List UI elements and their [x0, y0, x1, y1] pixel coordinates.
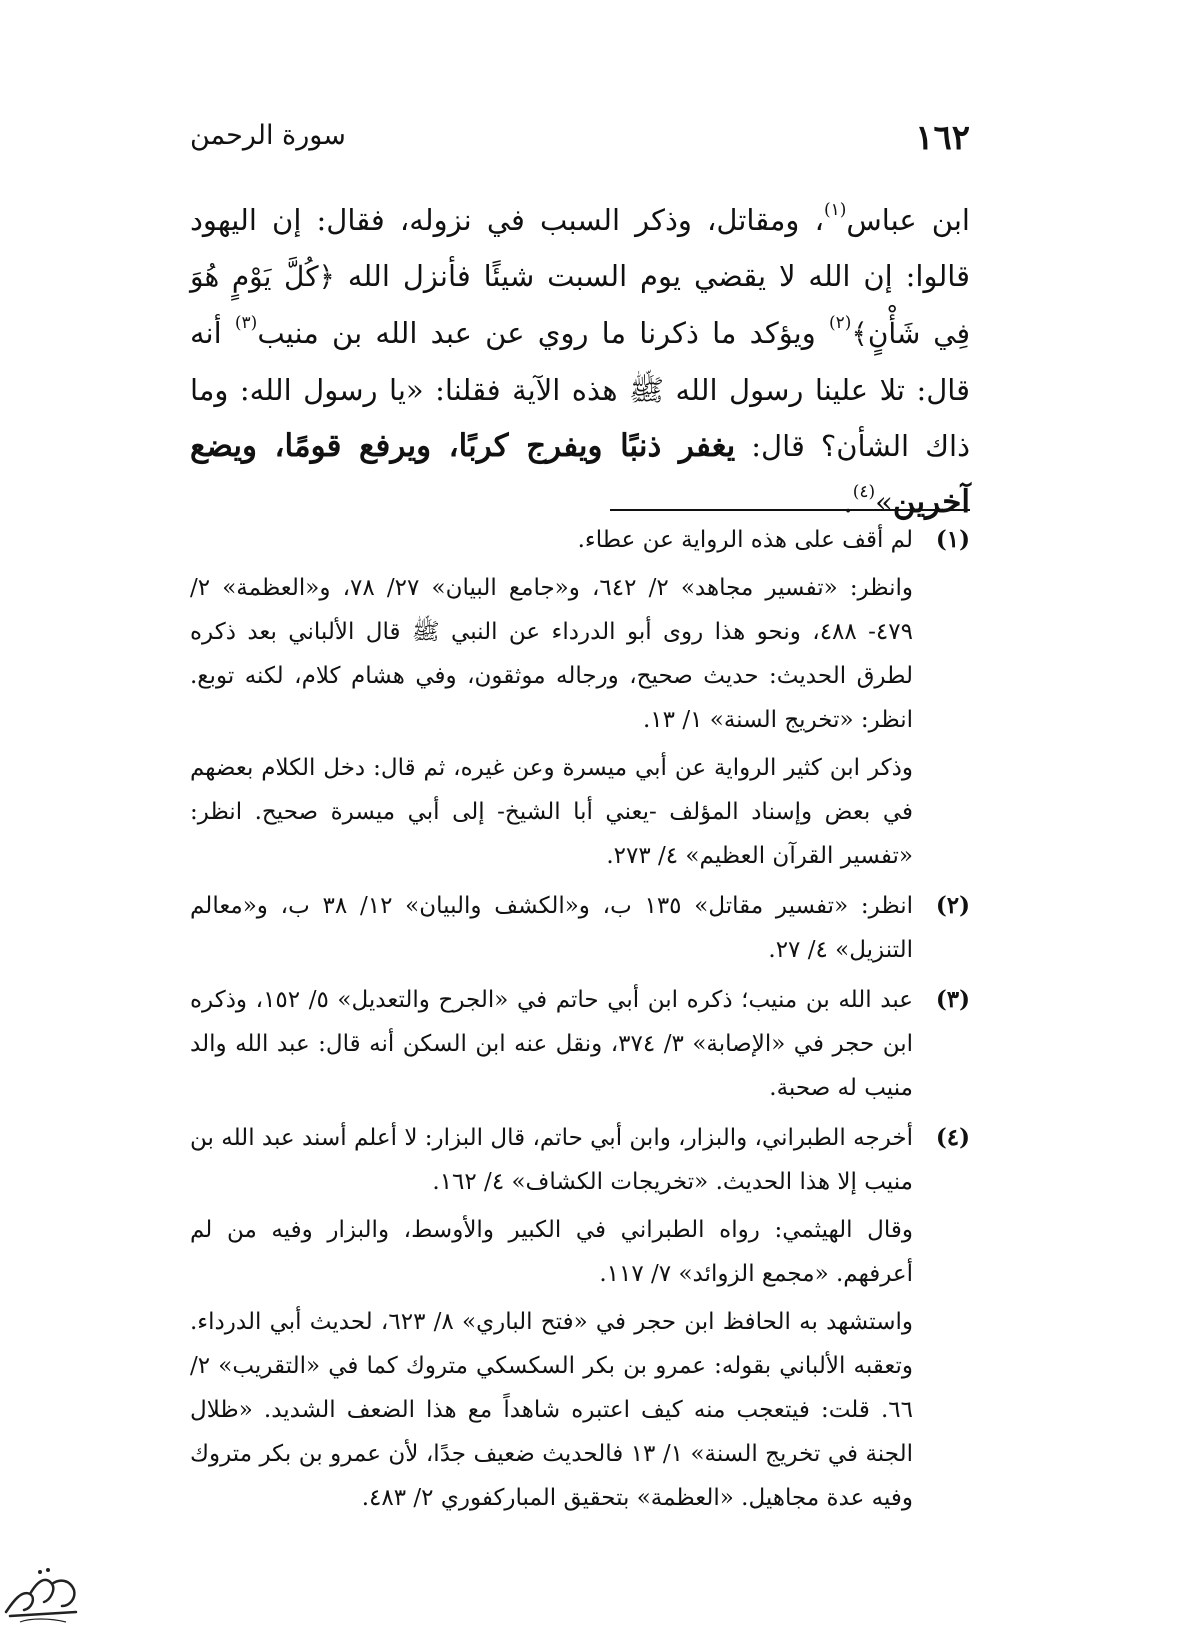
- footnotes-section: [190, 518, 970, 1520]
- footnote-ref-1[interactable]: (١): [823, 200, 847, 221]
- footnote-number: (٣): [935, 986, 970, 1013]
- page-number: ١٦٢: [915, 118, 970, 158]
- footnote-4: [190, 1116, 970, 1520]
- footnote-1: [190, 518, 970, 878]
- body-segment: ويؤكد ما ذكرنا ما روي عن عبد الله بن منيب: [257, 316, 829, 350]
- footnote-ref-3[interactable]: (٣): [234, 313, 258, 334]
- footnote-ref-4[interactable]: (٤): [852, 482, 876, 503]
- main-paragraph: [190, 192, 970, 530]
- running-title: سورة الرحمن: [190, 120, 346, 151]
- footnote-paragraph: وقال الهيثمي: رواه الطبراني في الكبير والأوسط، والبزار وفيه من لم أعرفهم. «مجمع الزوائد» ٧/ ١١٧.: [190, 1217, 913, 1287]
- footnote-separator: [610, 509, 970, 511]
- footnote-paragraph: عبد الله بن منيب؛ ذكره ابن أبي حاتم في «الجرح والتعديل» ٥/ ١٥٢، وذكره ابن حجر في «الإصابة» ٣/ ٣٧٤، ونقل عنه ابن السكن أنه قال: عبد الله والد منيب له صحبة.: [190, 987, 914, 1101]
- footnote-paragraph: أخرجه الطبراني، والبزار، وابن أبي حاتم، قال البزار: لا أعلم أسند عبد الله بن منيب إلا هذا الحديث. «تخريجات الكشاف» ٤/ ١٦٢.: [190, 1125, 913, 1195]
- body-segment: أنه قال: تلا علينا رسول الله ﷺ هذه الآية فقلنا: «يا رسول الله: وما ذاك الشأن؟ قال:: [190, 316, 970, 463]
- footnote-number: (٢): [935, 892, 970, 919]
- footnote-paragraph: انظر: «تفسير مقاتل» ١٣٥ ب، و«الكشف والبيان» ١٢/ ٣٨ ب، و«معالم التنزيل» ٤/ ٢٧.: [190, 893, 913, 963]
- footnote-paragraph: وذكر ابن كثير الرواية عن أبي ميسرة وعن غيره، ثم قال: دخل الكلام بعضهم في بعض وإسناد المؤلف -يعني أبا الشيخ- إلى أبي ميسرة صحيح. انظر: «تفسير القرآن العظيم» ٤/ ٢٧٣.: [190, 755, 913, 869]
- body-segment: ، ومقاتل، وذكر السبب في نزوله، فقال: إن اليهود قالوا: إن الله لا يقضي يوم السبت شيئًا فأنزل الله: [190, 203, 970, 293]
- quran-verse: ﴿كُلَّ يَوْمٍ هُوَ فِي شَأْنٍ﴾: [190, 260, 970, 350]
- footnote-paragraph: لم أقف على هذه الرواية عن عطاء.: [577, 527, 913, 553]
- footnote-paragraph: واستشهد به الحافظ ابن حجر في «فتح الباري» ٨/ ٦٢٣، لحديث أبي الدرداء. وتعقبه الألباني بقوله: عمرو بن بكر السكسكي متروك كما في «التقريب» ٢/ ٦٦. قلت: فيتعجب منه كيف اعتبره شاهداً مع هذا الضعف الشديد. «ظلال الجنة في تخريج السنة» ١/ ١٣ فالحديث ضعيف جدًا، لأن عمرو بن بكر متروك وفيه عدة مجاهيل. «العظمة» بتحقيق المباركفوري ٢/ ٤٨٣.: [190, 1309, 913, 1511]
- footnote-number: (١): [935, 526, 970, 553]
- footnote-paragraph: وانظر: «تفسير مجاهد» ٢/ ٦٤٢، و«جامع البيان» ٢٧/ ٧٨، و«العظمة» ٢/ ٤٧٩- ٤٨٨، ونحو هذا روى أبو الدرداء عن النبي ﷺ قال الألباني بعد ذكره لطرق الحديث: حديث صحيح، ورجاله موثقون، وفي هشام كلام، لكنه توبع. انظر: «تخريج السنة» ١/ ١٣.: [190, 575, 914, 733]
- footnote-ref-2[interactable]: (٢): [828, 313, 852, 334]
- footnote-2: [190, 884, 970, 972]
- body-segment: »: [875, 485, 893, 519]
- body-segment: ابن عباس: [846, 203, 970, 237]
- footnote-3: [190, 978, 970, 1110]
- footnote-number: (٤): [935, 1124, 970, 1151]
- hadith-quote: يغفر ذنبًا ويفرج كربًا، ويرفع قومًا، ويضع آخرين: [190, 428, 970, 520]
- watermark-logo-icon: [0, 1560, 82, 1628]
- body-segment: .: [843, 485, 853, 519]
- page-header: [190, 118, 970, 168]
